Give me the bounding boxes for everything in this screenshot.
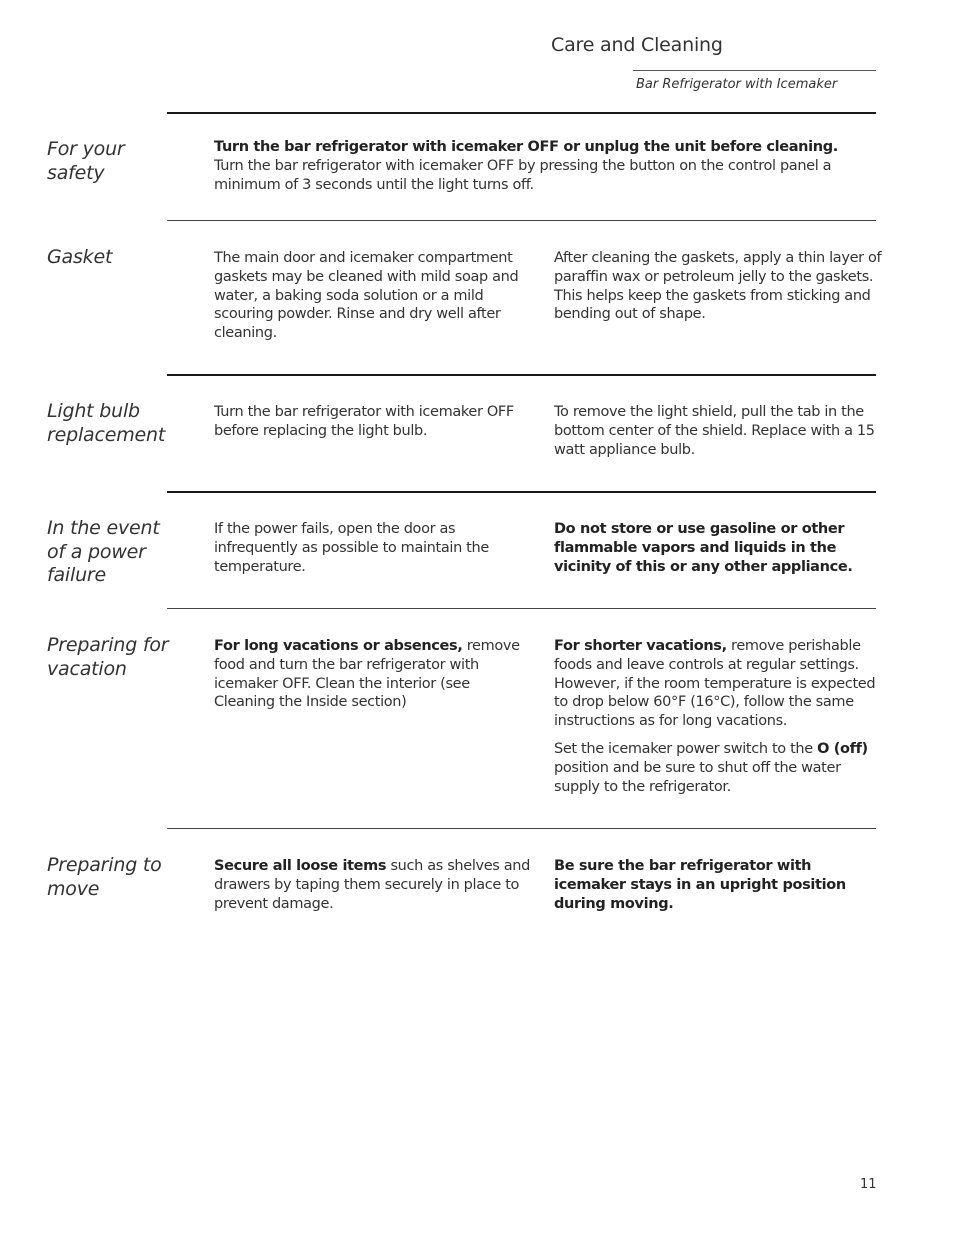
section-divider — [167, 491, 876, 493]
gasket-wax-paragraph: After cleaning the gaskets, apply a thin layer of paraffin wax or petroleum jelly to the gaskets. This helps keep the gaskets from sticking and bending out of shape. — [554, 250, 882, 323]
vacation-left-text — [214, 637, 524, 712]
safety-warning: Turn the bar refrigerator with icemaker OFF or unplug the unit before cleaning. — [214, 139, 838, 155]
long-vacation-text: remove food and turn the bar refrigerator with icemaker OFF. Clean the interior (see Cleaning the Inside section) — [214, 638, 520, 711]
safety-text — [214, 138, 864, 194]
gasket-right-text — [554, 249, 884, 324]
section-title: For your safety — [47, 138, 125, 184]
section-divider — [167, 374, 876, 376]
move-right-text — [554, 857, 884, 913]
light-bulb-off-paragraph: Turn the bar refrigerator with icemaker OFF before replacing the light bulb. — [214, 404, 514, 439]
section-title: Light bulb replacement — [47, 400, 166, 446]
secure-items-text: such as shelves and drawers by taping them securely in place to prevent damage. — [214, 858, 531, 912]
section-title: Gasket — [47, 246, 113, 268]
power-failure-right-text — [554, 520, 854, 576]
gasket-cleaning-paragraph: The main door and icemaker compartment gaskets may be cleaned with mild soap and water, a baking soda solution or a mild scouring powder. Rinse and dry well after cleaning. — [214, 250, 519, 342]
page-number: 11 — [860, 1177, 877, 1192]
move-left-text — [214, 857, 542, 913]
section-divider — [167, 220, 876, 221]
safety-instructions: Turn the bar refrigerator with icemaker OFF by pressing the button on the control panel a minimum of 3 seconds until the light turns off. — [214, 157, 832, 193]
section-divider — [167, 828, 876, 829]
page-title: Care and Cleaning — [551, 34, 723, 56]
light-bulb-left-text — [214, 403, 542, 441]
icemaker-switch-text-a: Set the icemaker power switch to the — [554, 740, 818, 757]
power-failure-left-text — [214, 520, 504, 576]
gasket-left-text — [214, 249, 542, 343]
icemaker-switch-off-label: O (off) — [817, 740, 868, 757]
section-title: Preparing for vacation — [47, 634, 169, 680]
vacation-right-text — [554, 637, 884, 796]
header-divider — [633, 70, 876, 71]
section-divider — [167, 608, 876, 609]
upright-warning: Be sure the bar refrigerator with icemaker stays in an upright position during moving. — [554, 858, 846, 912]
section-divider — [167, 112, 876, 114]
section-title: In the event of a power failure — [47, 517, 160, 586]
icemaker-switch-text-b: position and be sure to shut off the water supply to the refrigerator. — [554, 759, 841, 795]
light-bulb-right-text — [554, 403, 884, 459]
long-vacation-lead: For long vacations or absences, — [214, 638, 463, 654]
secure-items-lead: Secure all loose items — [214, 858, 387, 874]
short-vacation-lead: For shorter vacations, — [554, 638, 727, 654]
page-subtitle: Bar Refrigerator with Icemaker — [636, 77, 838, 92]
power-failure-paragraph: If the power fails, open the door as infrequently as possible to maintain the temperature. — [214, 521, 489, 575]
short-vacation-text: remove perishable foods and leave controls at regular settings. However, if the room temperature is expected to drop below 60°F (16°C), follow the same instructions as for long vacations. — [554, 638, 876, 730]
light-shield-paragraph: To remove the light shield, pull the tab in the bottom center of the shield. Replace with a 15 watt appliance bulb. — [554, 404, 875, 458]
flammable-warning: Do not store or use gasoline or other flammable vapors and liquids in the vicinity of this or any other appliance. — [554, 521, 853, 575]
section-title: Preparing to move — [47, 854, 162, 900]
